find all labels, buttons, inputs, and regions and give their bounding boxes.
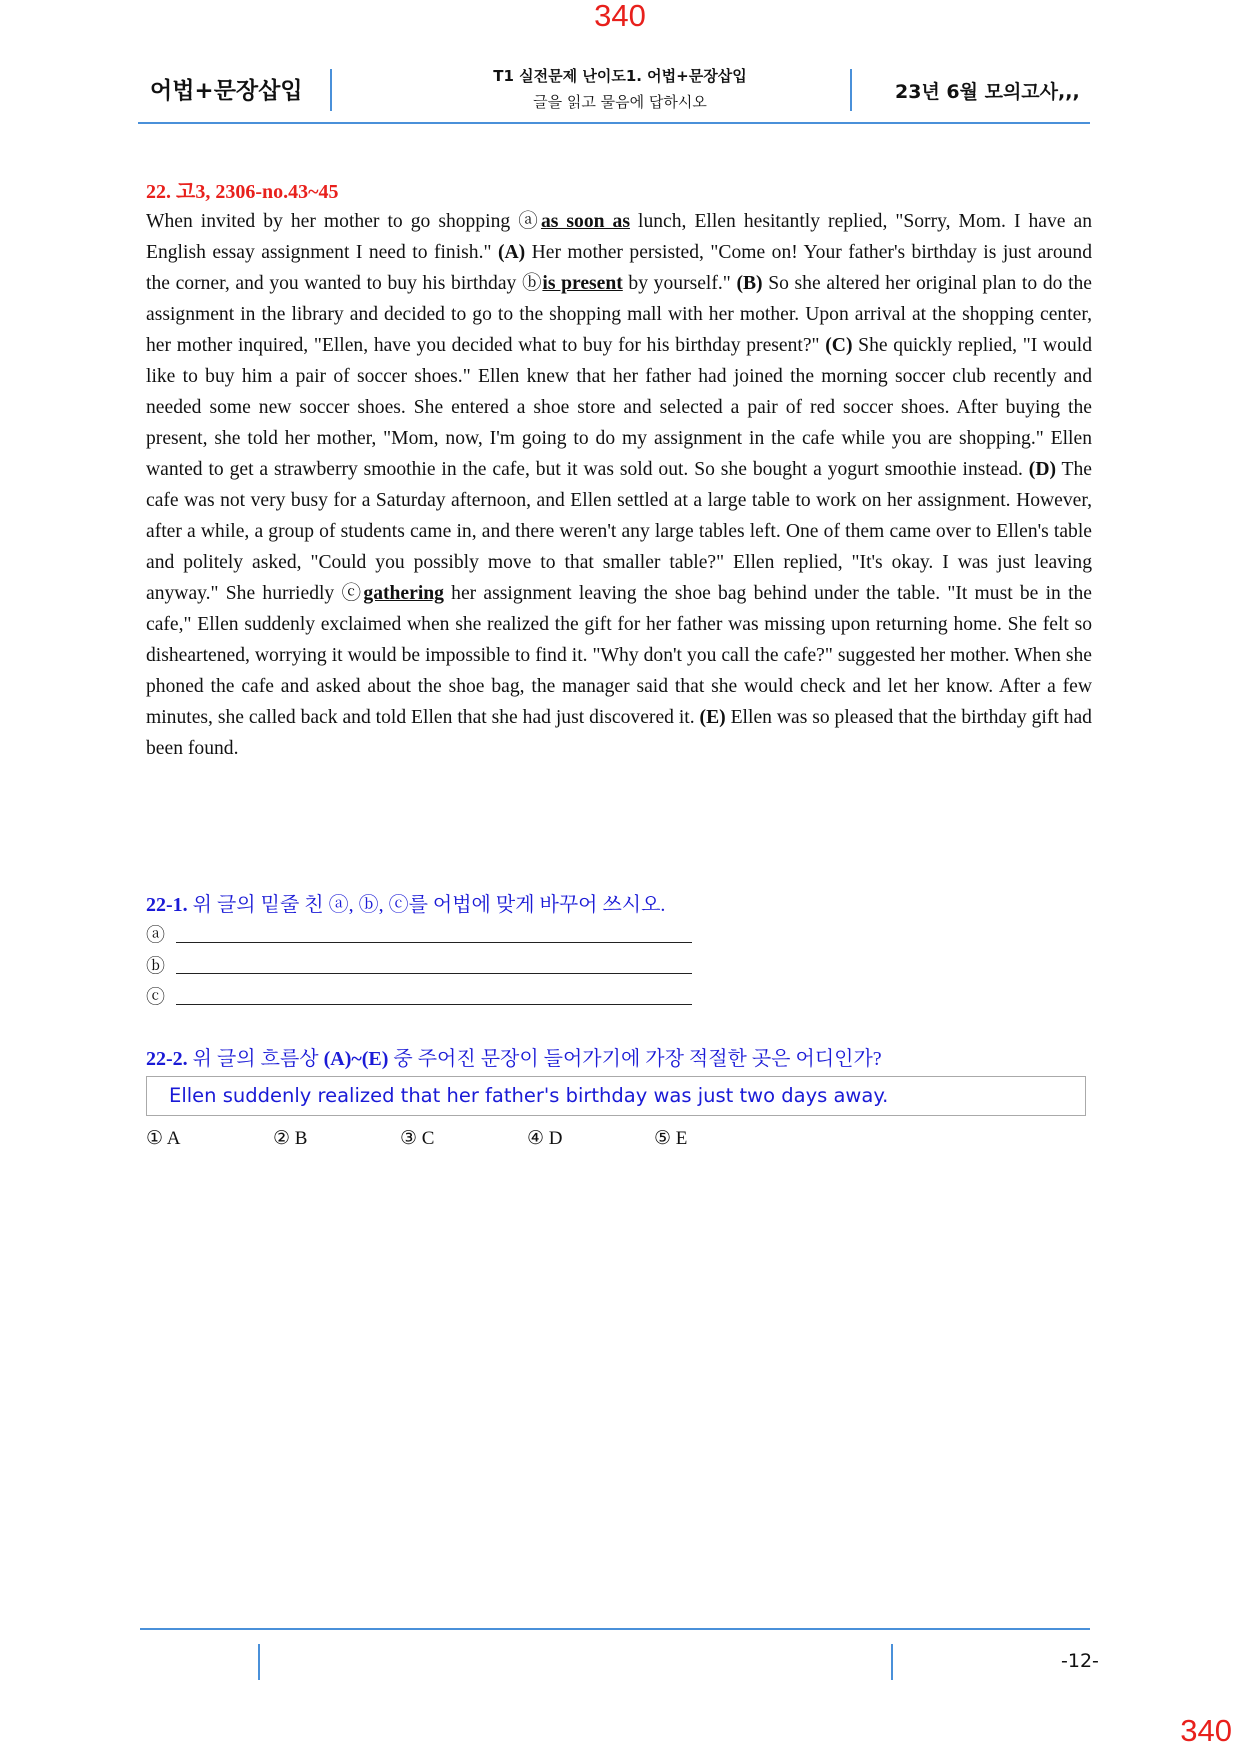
insert-marker-C: (C): [825, 335, 853, 356]
answer-line-a[interactable]: ⓐ: [146, 920, 165, 947]
page-number: -12-: [1061, 1650, 1099, 1672]
insert-marker-B: (B): [736, 273, 763, 294]
insert-marker-D: (D): [1028, 459, 1056, 480]
header-divider-right: [850, 69, 852, 111]
answer-line-b[interactable]: ⓑ: [146, 951, 165, 978]
footer-divider-right: [891, 1644, 893, 1680]
underlined-c: gathering: [363, 583, 444, 604]
passage-paragraph: When invited by her mother to go shopping ⓐas soon as lunch, Ellen hesitantly replied, "Sorry, Mom. I have an English essay assignment I need to finish." (A) Her mother persisted, "Come on! Your father's birthday is just around the corner, and you wanted to buy his birthday ⓑis present by yourself." (B) So she altered her original plan to do the assignment in the library and decided to go to the shopping mall with her mother. Upon arrival at the shopping center, her mother inquired, "Ellen, have you decided what to buy for his birthday present?" (C) She quickly replied, "I would like to buy him a pair of soccer shoes." Ellen knew that her father had joined the morning soccer club recently and needed some new soccer shoes. She entered a shoe store and selected a pair of red soccer shoes. After buying the present, she told her mother, "Mom, now, I'm going to do my assignment in the cafe while you are shopping." Ellen wanted to get a strawberry smoothie in the cafe, but it was sold out. So she bought a yogurt smoothie instead. (D) The cafe was not very busy for a Saturday afternoon, and Ellen settled at a large table to work on her assignment. However, after a while, a group of students came in, and there weren't any large tables left. One of them came over to Ellen's table and politely asked, "Could you possibly move to that smaller table?" Ellen replied, "It's okay. I was just leaving anyway." She hurriedly ⓒgathering her assignment leaving the shoe bag behind under the table. "It must be in the cafe," Ellen suddenly exclaimed when she realized the gift for her father was missing upon returning home. She felt so disheartened, worrying it would be impossible to find it. "Why don't you call the cafe?" suggested her mother. When she phoned the cafe and asked about the shoe bag, the manager said that she would check and let her know. After a few minutes, she called back and told Ellen that she had just discovered it. (E) Ellen was so pleased that the birthday gift had been found.: [146, 211, 1093, 759]
page-marker-bottom: 340: [1180, 1713, 1232, 1748]
question-title: 22. 고3, 2306-no.43~45: [146, 181, 339, 203]
footer-rule: [140, 1628, 1090, 1630]
reading-passage: [146, 206, 1092, 764]
subquestion-2-prompt: 22-2. 위 글의 흐름상 (A)~(E) 중 주어진 문장이 들어가기에 가장 적절한 곳은 어디인가?: [146, 1048, 882, 1070]
header-instruction-line2: 글을 읽고 물음에 답하시오: [533, 93, 707, 111]
page-marker-top: 340: [594, 0, 646, 33]
marker-b: ⓑ: [522, 273, 543, 294]
header-exam-title: 23년 6월 모의고사,,,: [895, 81, 1080, 103]
marker-a: ⓐ: [518, 211, 541, 232]
subquestion-1-prompt: 22-1. 위 글의 밑줄 친 ⓐ, ⓑ, ⓒ를 어법에 맞게 바꾸어 쓰시오.: [146, 894, 666, 916]
choice-1[interactable]: ① A: [146, 1128, 181, 1149]
underlined-b: is present: [542, 273, 623, 294]
header-section-title: 어법+문장삽입: [150, 78, 303, 104]
underlined-a: as soon as: [540, 211, 630, 232]
header-instruction-line1: T1 실전문제 난이도1. 어법+문장삽입: [493, 67, 747, 85]
answer-line-c[interactable]: ⓒ: [146, 982, 165, 1009]
choice-4[interactable]: ④ D: [527, 1128, 563, 1149]
header-divider-left: [330, 69, 332, 111]
choice-2[interactable]: ② B: [273, 1128, 308, 1149]
insert-marker-E: (E): [699, 707, 726, 728]
given-sentence-box: Ellen suddenly realized that her father's birthday was just two days away.: [146, 1076, 1086, 1116]
insert-marker-A: (A): [497, 242, 526, 263]
header-instructions: [440, 63, 800, 115]
header-rule: [138, 122, 1090, 124]
footer-divider-left: [258, 1644, 260, 1680]
choice-3[interactable]: ③ C: [400, 1128, 435, 1149]
marker-c: ⓒ: [341, 583, 364, 604]
choice-5[interactable]: ⑤ E: [654, 1128, 688, 1149]
